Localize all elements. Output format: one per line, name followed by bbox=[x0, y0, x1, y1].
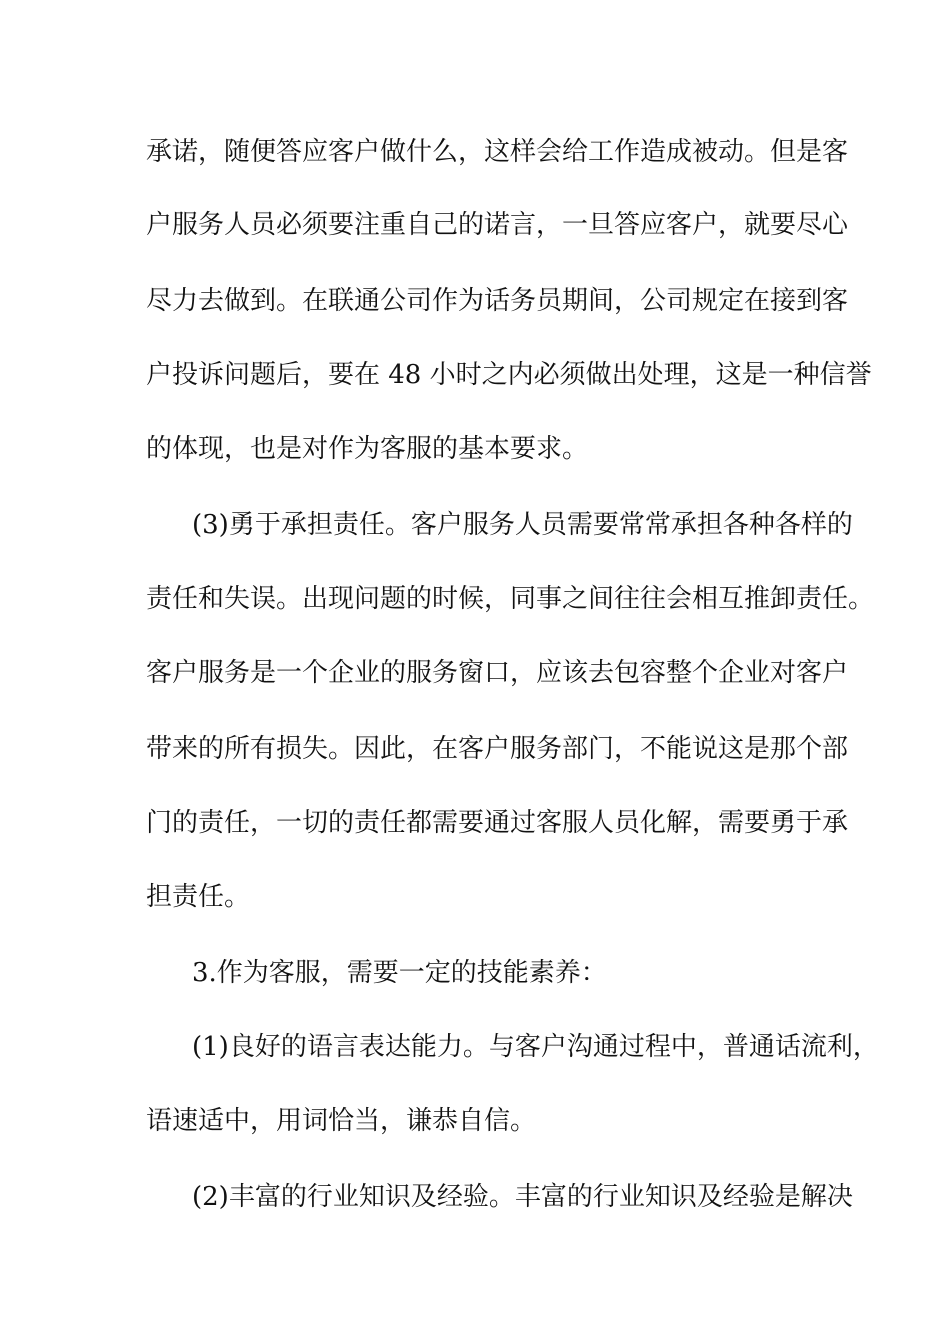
text-line: 户服务人员必须要注重自己的诺言，一旦答应客户，就要尽心 bbox=[146, 210, 849, 240]
text-line: 承诺，随便答应客户做什么，这样会给工作造成被动。但是客 bbox=[146, 137, 849, 167]
section-heading-line: 3.作为客服，需要一定的技能素养： bbox=[192, 958, 607, 988]
text-line: 门的责任，一切的责任都需要通过客服人员化解，需要勇于承 bbox=[146, 808, 849, 838]
text-line: 责任和失误。出现问题的时候，同事之间往往会相互推卸责任。 bbox=[146, 584, 875, 614]
text-line: 担责任。 bbox=[146, 882, 251, 912]
text-line: 客户服务是一个企业的服务窗口，应该去包容整个企业对客户 bbox=[146, 658, 849, 688]
text-line: 的体现，也是对作为客服的基本要求。 bbox=[146, 434, 589, 464]
text-line: 户投诉问题后，要在 48 小时之内必须做出处理，这是一种信誉 bbox=[146, 360, 872, 390]
paragraph-start-line: (3)勇于承担责任。客户服务人员需要常常承担各种各样的 bbox=[192, 510, 853, 540]
paragraph-start-line: (2)丰富的行业知识及经验。丰富的行业知识及经验是解决 bbox=[192, 1182, 853, 1212]
text-line: 带来的所有损失。因此，在客户服务部门，不能说这是那个部 bbox=[146, 734, 849, 764]
paragraph-start-line: (1)良好的语言表达能力。与客户沟通过程中，普通话流利， bbox=[192, 1032, 879, 1062]
text-line: 语速适中，用词恰当，谦恭自信。 bbox=[146, 1106, 537, 1136]
text-line: 尽力去做到。在联通公司作为话务员期间，公司规定在接到客 bbox=[146, 286, 849, 316]
